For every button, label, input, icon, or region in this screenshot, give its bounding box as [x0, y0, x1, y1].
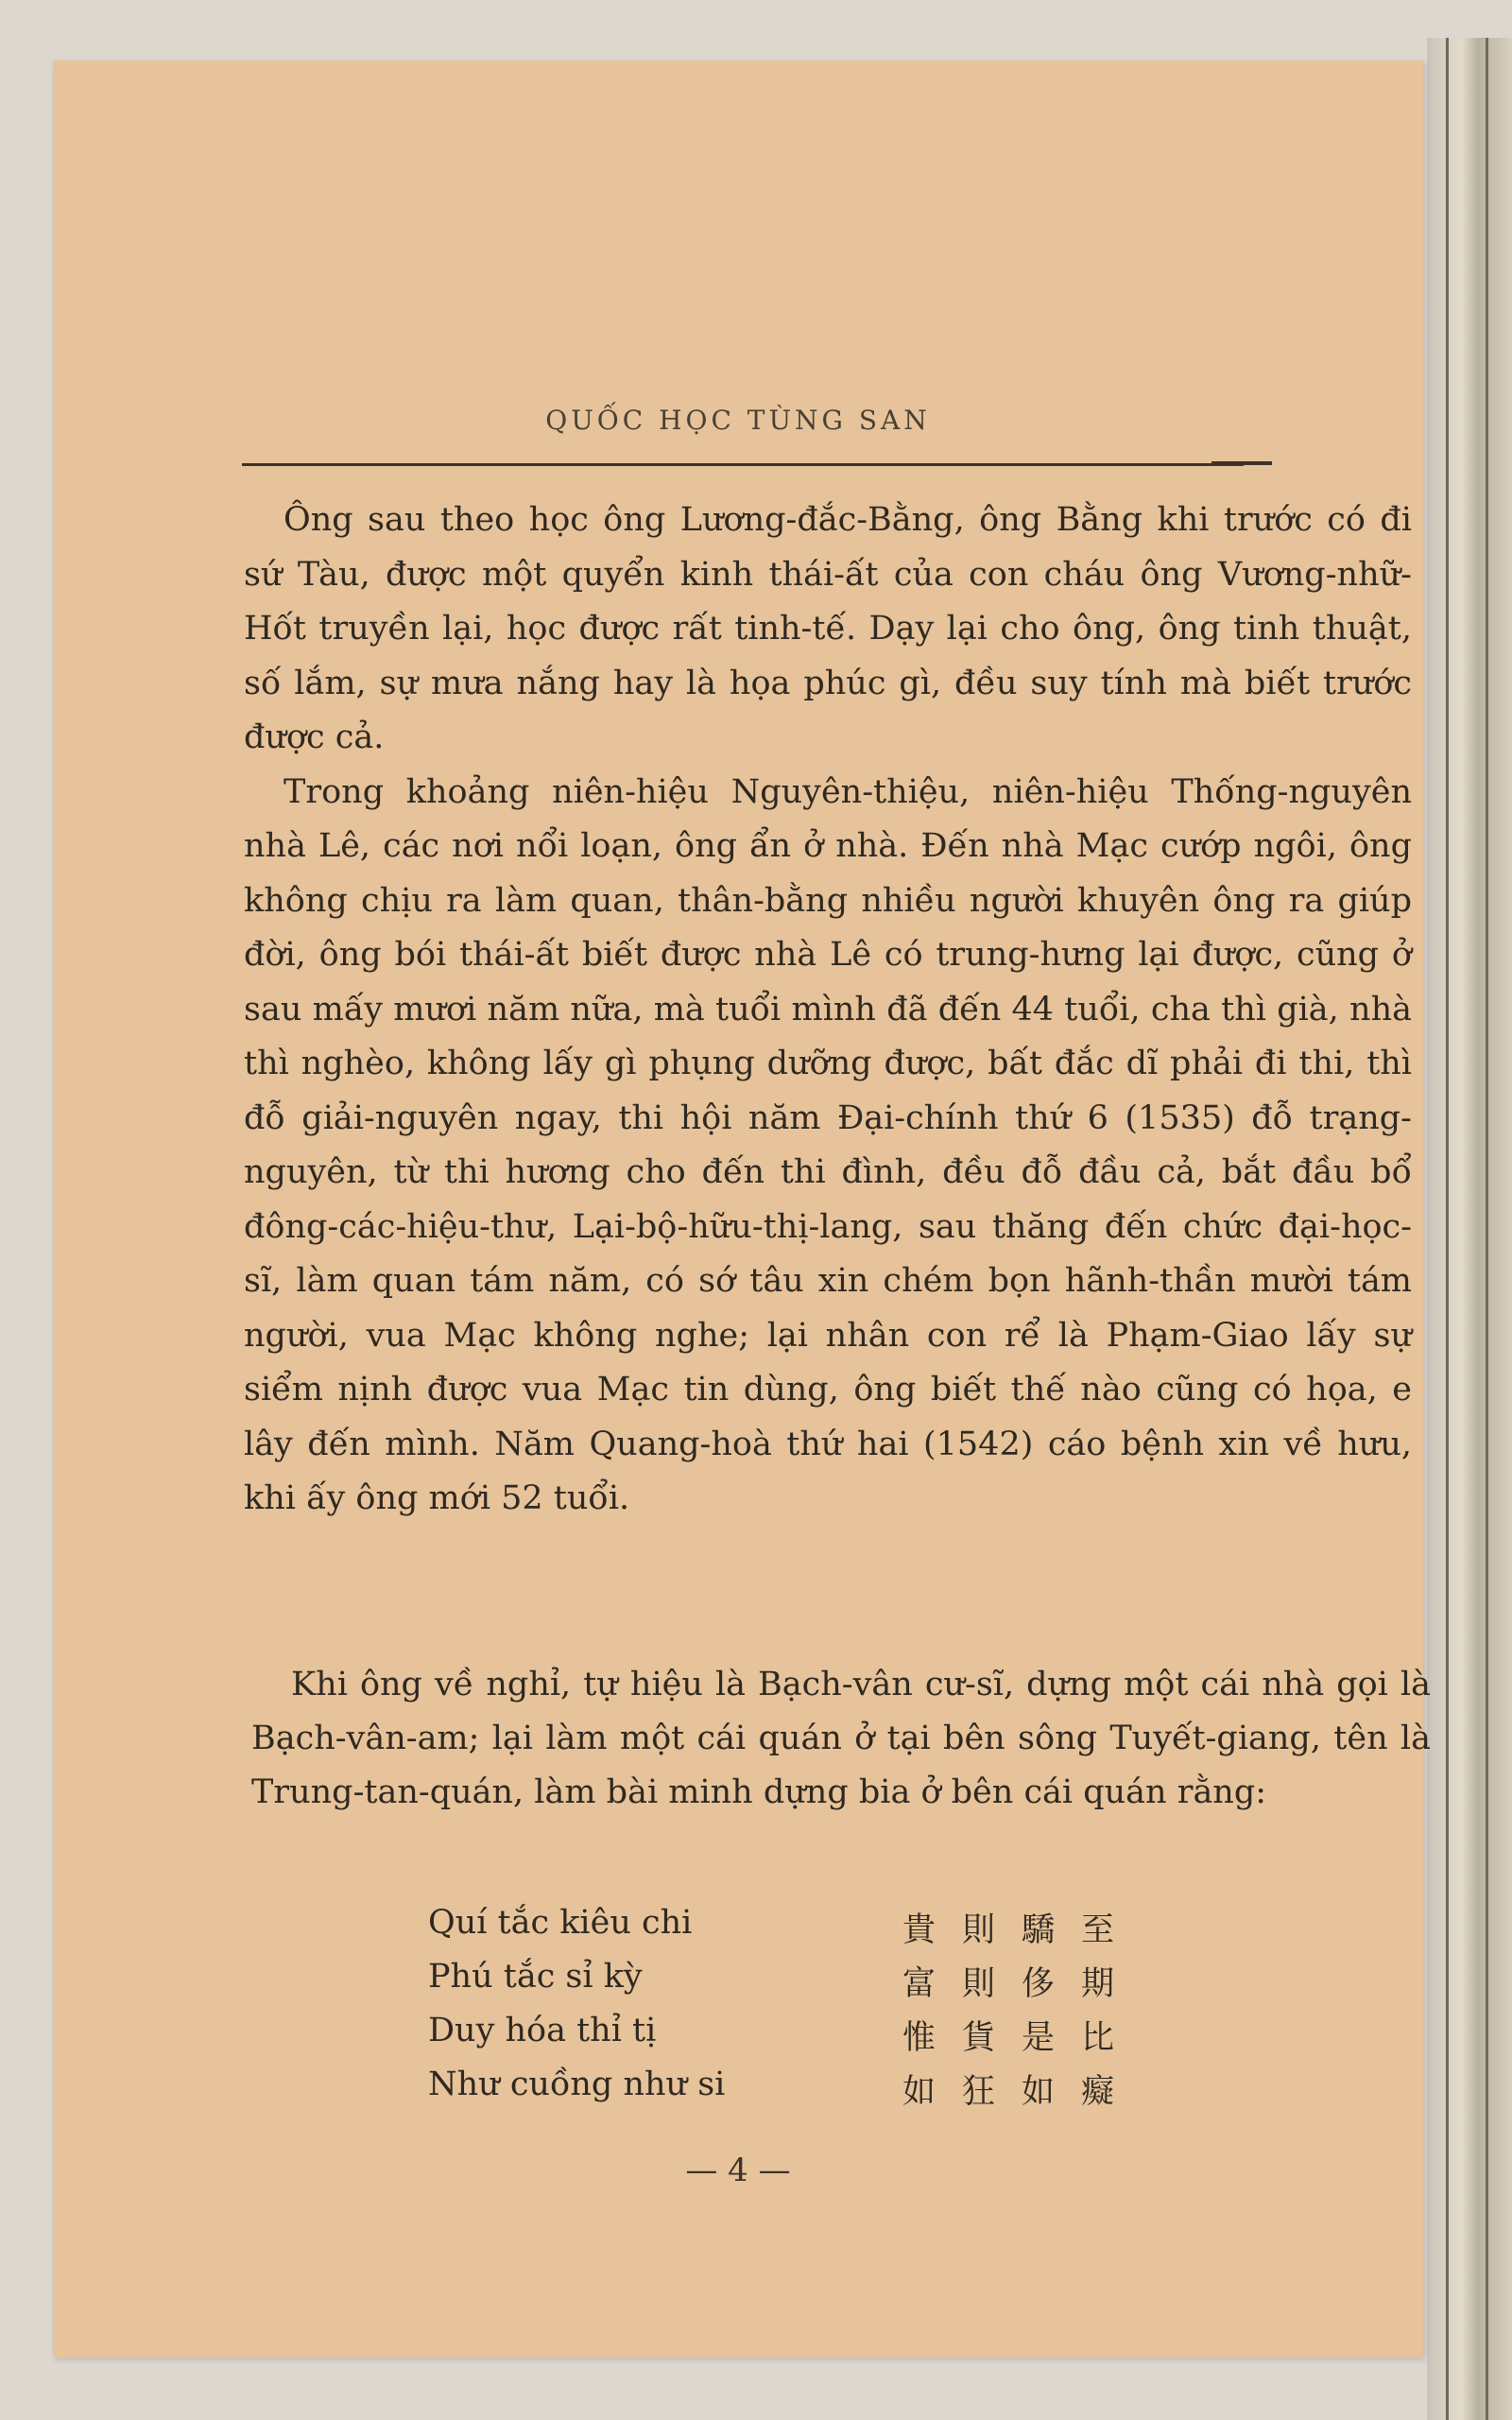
- body-text: [244, 493, 1412, 1527]
- poem-line-han: 惟貨是比: [902, 2019, 1142, 2057]
- poem-line-vietnamese: Phú tắc sỉ kỳ: [428, 1958, 643, 1996]
- page-edge-line: [1446, 38, 1449, 2420]
- poem-line: [428, 2012, 1279, 2066]
- inscription-poem: [428, 1904, 1279, 2119]
- paragraph-2: Trong khoảng niên-hiệu Nguyên-thiệu, niên-hiệu Thống-nguyên nhà Lê, các nơi nổi loạn, ông ẩn ở nhà. Đến nhà Mạc cướp ngôi, ông không chịu ra làm quan, thân-bằng nhiều người khuyên ông ra giúp đời, ông bói thái-ất biết được nhà Lê có trung-hưng lại được, cũng ở sau mấy mươi năm nữa, mà tuổi mình đã đến 44 tuổi, cha thì già, nhà thì nghèo, không lấy gì phụng dưỡng được, bất đắc dĩ phải đi thi, thì đỗ giải-nguyên ngay, thi hội năm Đại-chính thứ 6 (1535) đỗ trạng-nguyên, từ thi hương cho đến thi đình, đều đỗ đầu cả, bắt đầu bổ đông-các-hiệu-thư, Lại-bộ-hữu-thị-lang, sau thăng đến chức đại-học-sĩ, làm quan tám năm, có sớ tâu xin chém bọn hãnh-thần mười tám người, vua Mạc không nghe; lại nhân con rể là Phạm-Giao lấy sự siểm nịnh được vua Mạc tin dùng, ông biết thế nào cũng có họa, e lây đến mình. Năm Quang-hoà thứ hai (1542) cáo bệnh xin về hưu, khi ấy ông mới 52 tuổi.: [244, 772, 1412, 1517]
- page-number: — 4 —: [685, 2152, 791, 2189]
- paragraph-1: Ông sau theo học ông Lương-đắc-Bằng, ông Bằng khi trước có đi sứ Tàu, được một quyển kinh thái-ất của con cháu ông Vương-nhữ-Hốt truyền lại, học được rất tinh-tế. Dạy lại cho ông, ông tinh thuật, số lắm, sự mưa nắng hay là họa phúc gì, đều suy tính mà biết trước được cả.: [244, 501, 1412, 756]
- poem-line-han: 富則侈期: [902, 1965, 1142, 2003]
- header-rule: [242, 463, 1244, 466]
- header-rule-end: [1211, 461, 1272, 465]
- poem-line-han: 貴則驕至: [902, 1911, 1142, 1949]
- poem-line-vietnamese: Quí tắc kiêu chi: [428, 1904, 693, 1942]
- page-edge-line: [1486, 38, 1488, 2420]
- paragraph-3: Khi ông về nghỉ, tự hiệu là Bạch-vân cư-sĩ, dựng một cái nhà gọi là Bạch-vân-am; lại làm một cái quán ở tại bên sông Tuyết-giang, tên là Trung-tan-quán, làm bài minh dựng bia ở bên cái quán rằng:: [251, 1666, 1431, 1811]
- poem-line-vietnamese: Duy hóa thỉ tị: [428, 2012, 657, 2049]
- running-header: QUỐC HỌC TÙNG SAN: [545, 405, 931, 436]
- book-page: [53, 60, 1431, 2358]
- poem-line: [428, 2066, 1279, 2119]
- poem-line: [428, 1904, 1279, 1958]
- next-page-edge: [1427, 38, 1512, 2420]
- poem-line-vietnamese: Như cuồng như si: [428, 2066, 726, 2103]
- poem-line-han: 如狂如癡: [902, 2073, 1142, 2111]
- poem-line: [428, 1958, 1279, 2012]
